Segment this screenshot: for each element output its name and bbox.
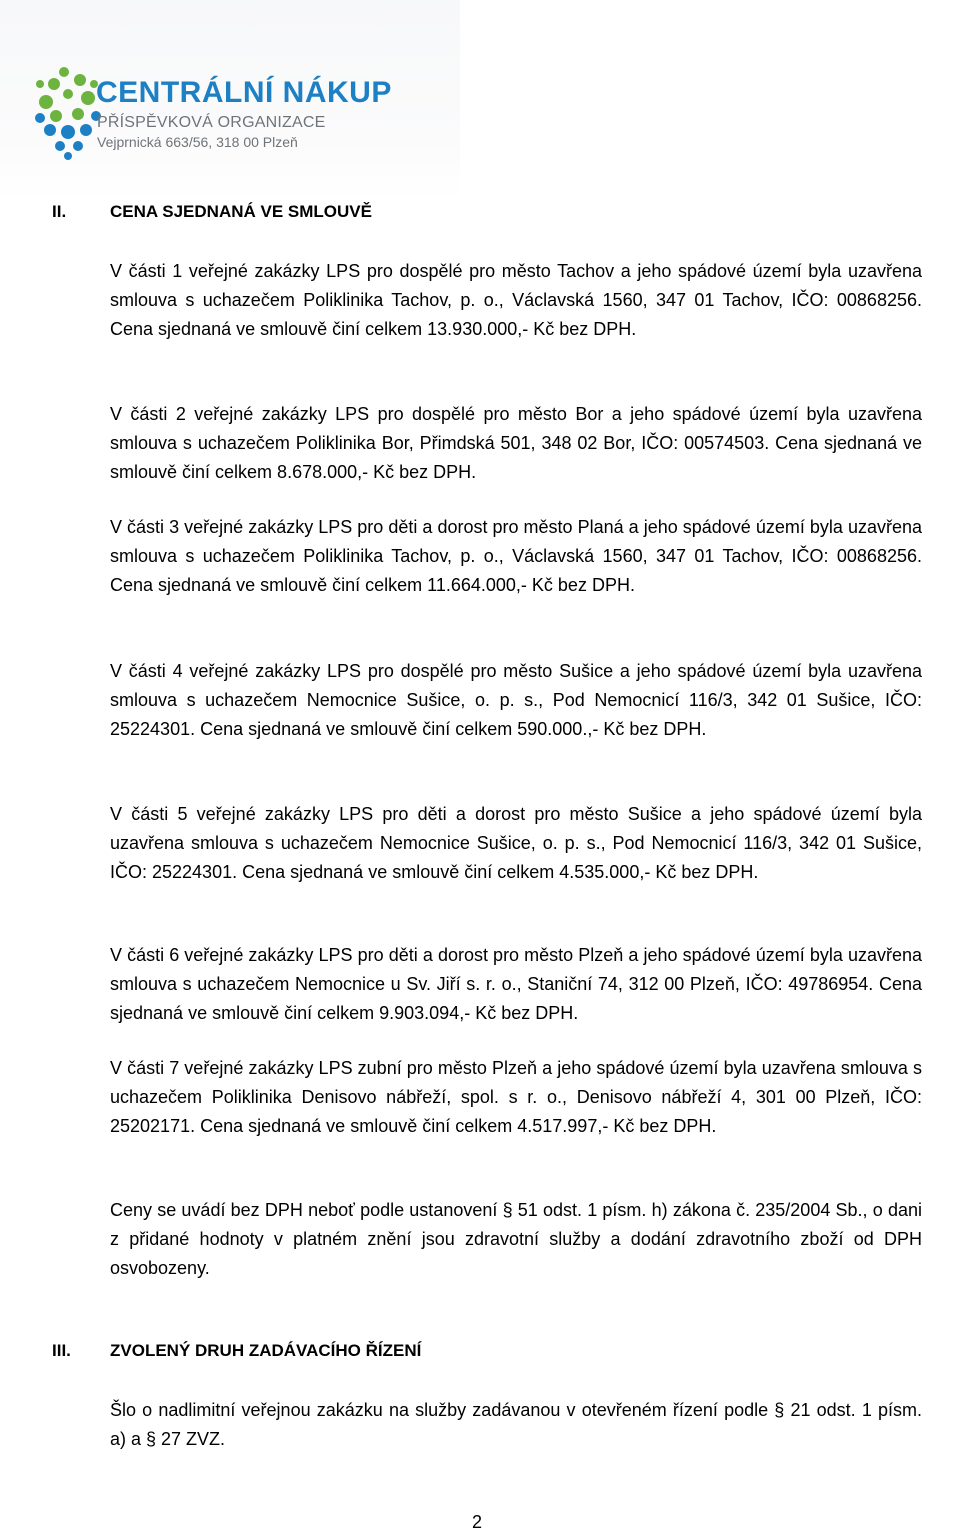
paragraph-part-5: V části 5 veřejné zakázky LPS pro děti a dorost pro město Sušice a jeho spádové území byla uzavřena smlouva s uchazečem Nemocnice Sušice, o. p. s., Pod Nemocnicí 116/3, 342 01 Sušice, IČO: 25224301. Cena sjednaná ve smlouvě činí celkem 4.535.000,- Kč bez DPH.	[110, 804, 922, 882]
section-iii-number: III.	[52, 1341, 71, 1360]
paragraph-part-4: V části 4 veřejné zakázky LPS pro dospělé pro město Sušice a jeho spádové území byla uzavřena smlouva s uchazečem Nemocnice Sušice, o. p. s., Pod Nemocnicí 116/3, 342 01 Sušice, IČO: 25224301. Cena sjednaná ve smlouvě činí celkem 590.000.,- Kč bez DPH.	[110, 661, 922, 739]
paragraph-procedure: Šlo o nadlimitní veřejnou zakázku na služby zadávanou v otevřeném řízení podle § 21 odst. 1 písm. a) a § 27 ZVZ.	[110, 1400, 922, 1449]
paragraph-part-2: V části 2 veřejné zakázky LPS pro dospělé pro město Bor a jeho spádové území byla uzavřena smlouva s uchazečem Poliklinika Bor, Přimdská 501, 348 02 Bor, IČO: 00574503. Cena sjednaná ve smlouvě činí celkem 8.678.000,- Kč bez DPH.	[110, 404, 922, 482]
org-name: CENTRÁLNÍ NÁKUP	[96, 76, 392, 109]
page-number: 2	[472, 1512, 483, 1532]
paragraph-part-6: V části 6 veřejné zakázky LPS pro děti a dorost pro město Plzeň a jeho spádové území byla uzavřena smlouva s uchazečem Nemocnice u Sv. Jiří s. r. o., Staniční 74, 312 00 Plzeň, IČO: 49786954. Cena sjednaná ve smlouvě činí celkem 9.903.094,- Kč bez DPH.	[110, 945, 922, 1023]
org-address: Vejprnická 663/56, 318 00 Plzeň	[97, 134, 298, 150]
section-iii-title: ZVOLENÝ DRUH ZADÁVACÍHO ŘÍZENÍ	[110, 1341, 422, 1360]
section-ii-number: II.	[52, 202, 67, 221]
paragraph-part-7: V části 7 veřejné zakázky LPS zubní pro město Plzeň a jeho spádové území byla uzavřena smlouva s uchazečem Poliklinika Denisovo nábřeží, spol. s r. o., Denisovo nábřeží 4, 301 00 Plzeň, IČO: 25202171. Cena sjednaná ve smlouvě činí celkem 4.517.997,- Kč bez DPH.	[110, 1058, 922, 1136]
org-type: PŘÍSPĚVKOVÁ ORGANIZACE	[97, 114, 326, 131]
paragraph-part-3: V části 3 veřejné zakázky LPS pro děti a dorost pro město Planá a jeho spádové území byla uzavřena smlouva s uchazečem Poliklinika Tachov, p. o., Václavská 1560, 347 01 Tachov, IČO: 00868256. Cena sjednaná ve smlouvě činí celkem 11.664.000,- Kč bez DPH.	[110, 517, 922, 595]
section-ii-title: CENA SJEDNANÁ VE SMLOUVĚ	[110, 202, 372, 221]
paragraph-part-1: V části 1 veřejné zakázky LPS pro dospělé pro město Tachov a jeho spádové území byla uzavřena smlouva s uchazečem Poliklinika Tachov, p. o., Václavská 1560, 347 01 Tachov, IČO: 00868256. Cena sjednaná ve smlouvě činí celkem 13.930.000,- Kč bez DPH.	[110, 261, 922, 339]
paragraph-vat-note: Ceny se uvádí bez DPH neboť podle ustanovení § 51 odst. 1 písm. h) zákona č. 235/2004 Sb., o dani z přidané hodnoty v platném znění jsou zdravotní služby a dodání zdravotního zboží od DPH osvobozeny.	[110, 1200, 922, 1278]
